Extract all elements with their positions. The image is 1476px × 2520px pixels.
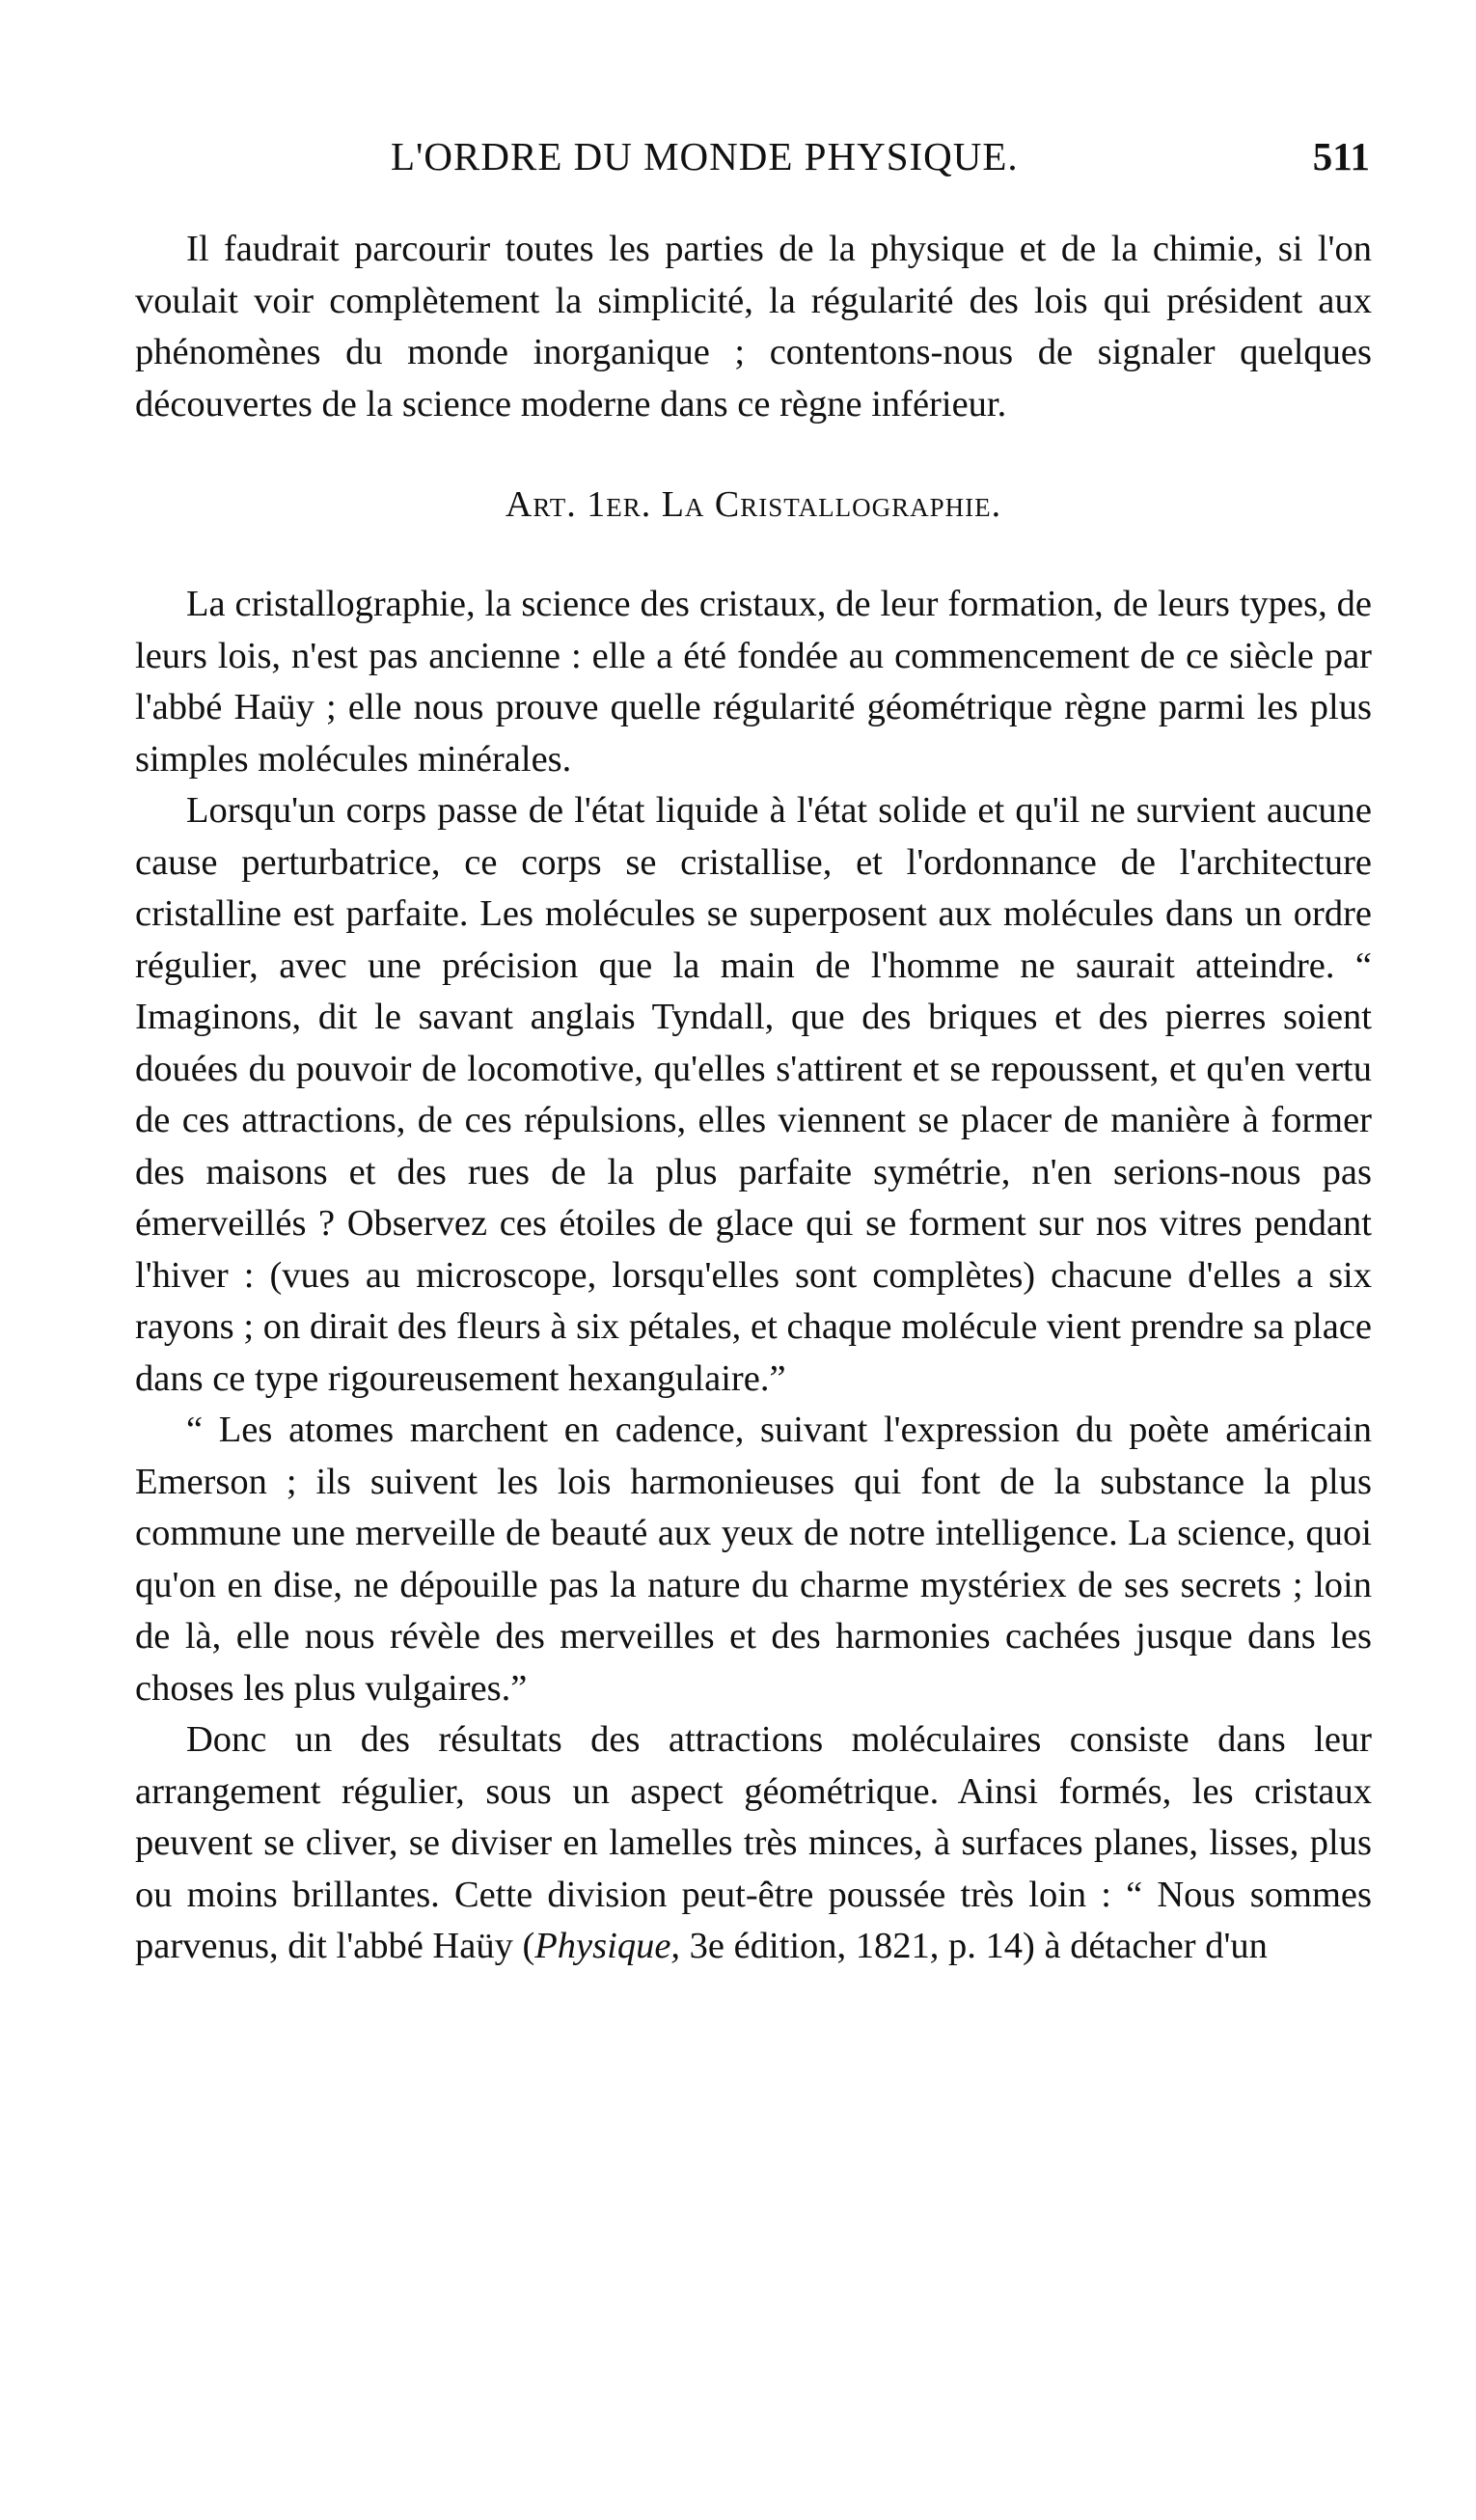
paragraph-tyndall: Lorsqu'un corps passe de l'état liquide à l'état solide et qu'il ne survient aucune cause perturbatrice, ce corps se cristallise, et l'ordonnance de l'architecture cristalline est parfaite. Les molécules se superposent aux molécules dans un ordre régulier, avec une précision que la main de l'homme ne saurait atteindre. “ Imaginons, dit le savant anglais Tyndall, que des briques et des pierres soient douées du pouvoir de locomotive, qu'elles s'attirent et se repoussent, et qu'en vertu de ces attractions, de ces répulsions, elles viennent se placer de manière à former des maisons et des rues de la plus parfaite symétrie, n'en serions-nous pas émerveillés ? Observez ces étoiles de glace qui se forment sur nos vitres pendant l'hiver : (vues au microscope, lorsqu'elles sont complètes) chacune d'elles a six rayons ; on dirait des fleurs à six pétales, et chaque molécule vient prendre sa place dans ce type rigoureusement hexangulaire.” — [135, 790, 1372, 1399]
page-header — [135, 133, 1370, 191]
page-body — [135, 224, 1372, 1973]
book-title-physique: Physique, — [534, 1926, 681, 1966]
paragraph-intro: Il faudrait parcourir toutes les parties de la physique et de la chimie, si l'on voulait voir complètement la simplicité, la régularité des lois qui président aux phénomènes du monde inorganique ; contentons-nous de signaler quelques découvertes de la science moderne dans ce règne inférieur. — [135, 229, 1372, 425]
paragraph-clivage-end: 3e édition, 1821, p. 14) à détacher d'un — [680, 1926, 1268, 1966]
paragraph-cristallographie: La cristallographie, la science des cristaux, de leur formation, de leurs types, de leurs lois, n'est pas ancienne : elle a été fondée au commencement de ce siècle par l'abbé Haüy ; elle nous prouve quelle régularité géométrique règne parmi les plus simples molécules minérales. — [135, 584, 1372, 780]
paragraph-emerson: “ Les atomes marchent en cadence, suivant l'expression du poète américain Emerson ; ils suivent les lois harmonieuses qui font de la substance la plus commune une merveille de beauté aux yeux de notre intelligence. La science, quoi qu'on en dise, ne dépouille pas la nature du charme mystériex de ses secrets ; loin de là, elle nous révèle des merveilles et des harmonies cachées jusque dans les choses les plus vulgaires.” — [135, 1410, 1372, 1709]
running-title: L'ORDRE DU MONDE PHYSIQUE. — [391, 134, 1019, 178]
page-number: 511 — [1312, 134, 1370, 178]
paragraph-clivage-start: Donc un des résultats des attractions moléculaires consiste dans leur arrangement régulier, sous un aspect géométrique. Ainsi formés, les cristaux peuvent se cliver, se diviser en lamelles très minces, à surfaces planes, lisses, plus ou moins brillantes. Cette division peut-être poussée très loin : “ Nous sommes parvenus, dit l'abbé Haüy ( — [135, 1719, 1372, 1966]
paragraph-clivage — [135, 1714, 1372, 1973]
section-heading: Art. 1er. La Cristallographie. — [505, 484, 1002, 525]
